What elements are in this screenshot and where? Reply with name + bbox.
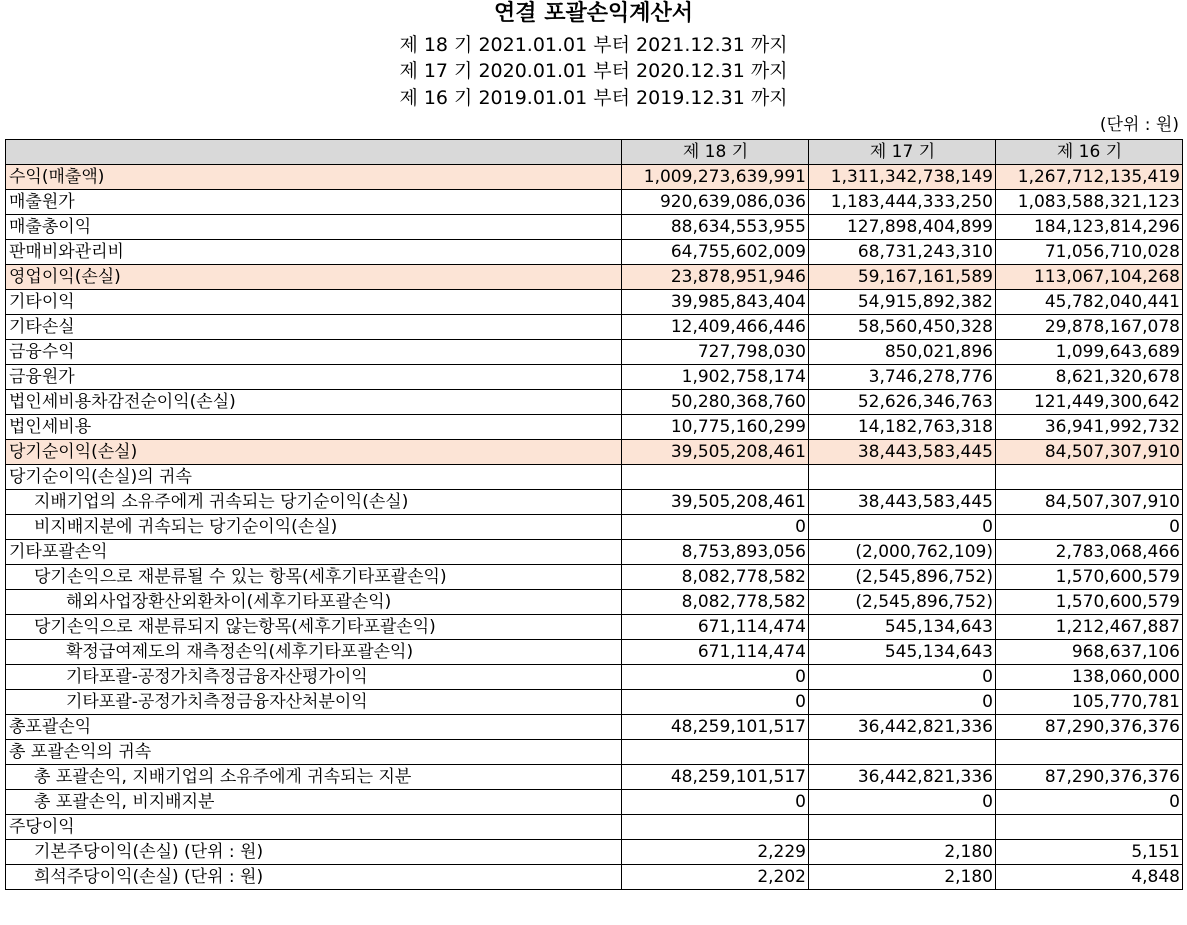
amount-cell: 87,290,376,376 bbox=[996, 715, 1183, 740]
amount-cell: 1,311,342,738,149 bbox=[809, 165, 996, 190]
header-period-17: 제 17 기 bbox=[809, 140, 996, 165]
amount-cell: 71,056,710,028 bbox=[996, 240, 1183, 265]
amount-cell: 0 bbox=[622, 515, 809, 540]
account-label: 당기순이익(손실) bbox=[6, 440, 622, 465]
amount-cell: 2,783,068,466 bbox=[996, 540, 1183, 565]
account-label: 법인세비용차감전순이익(손실) bbox=[6, 390, 622, 415]
amount-cell: 29,878,167,078 bbox=[996, 315, 1183, 340]
statement-title: 연결 포괄손익계산서 bbox=[494, 1, 693, 26]
amount-cell: 52,626,346,763 bbox=[809, 390, 996, 415]
amount-cell: 1,009,273,639,991 bbox=[622, 165, 809, 190]
account-label: 총 포괄손익의 귀속 bbox=[6, 740, 622, 765]
table-row bbox=[6, 840, 1183, 865]
account-label: 금융원가 bbox=[6, 365, 622, 390]
table-row bbox=[6, 565, 1183, 590]
amount-cell: 36,941,992,732 bbox=[996, 415, 1183, 440]
amount-cell: 1,099,643,689 bbox=[996, 340, 1183, 365]
amount-cell: 1,212,467,887 bbox=[996, 615, 1183, 640]
amount-cell: 45,782,040,441 bbox=[996, 290, 1183, 315]
amount-cell: 38,443,583,445 bbox=[809, 440, 996, 465]
account-label: 당기손익으로 재분류되지 않는항목(세후기타포괄손익) bbox=[6, 615, 622, 640]
amount-cell: 39,505,208,461 bbox=[622, 440, 809, 465]
period-line-16: 제 16 기 2019.01.01 부터 2019.12.31 까지 bbox=[399, 87, 788, 109]
amount-cell: 138,060,000 bbox=[996, 665, 1183, 690]
amount-cell: 36,442,821,336 bbox=[809, 765, 996, 790]
amount-cell: 184,123,814,296 bbox=[996, 215, 1183, 240]
table-row bbox=[6, 665, 1183, 690]
amount-cell: 68,731,243,310 bbox=[809, 240, 996, 265]
amount-cell: 1,267,712,135,419 bbox=[996, 165, 1183, 190]
amount-cell: 54,915,892,382 bbox=[809, 290, 996, 315]
amount-cell: (2,545,896,752) bbox=[809, 565, 996, 590]
amount-cell: 36,442,821,336 bbox=[809, 715, 996, 740]
amount-cell: 0 bbox=[622, 690, 809, 715]
amount-cell: 87,290,376,376 bbox=[996, 765, 1183, 790]
table-row bbox=[6, 265, 1183, 290]
amount-cell: 1,570,600,579 bbox=[996, 565, 1183, 590]
unit-label: (단위 : 원) bbox=[1099, 115, 1179, 135]
amount-cell: 2,202 bbox=[622, 865, 809, 890]
amount-cell: 5,151 bbox=[996, 840, 1183, 865]
table-row bbox=[6, 515, 1183, 540]
account-label: 희석주당이익(손실) (단위 : 원) bbox=[6, 865, 622, 890]
amount-cell: 10,775,160,299 bbox=[622, 415, 809, 440]
account-label: 기타포괄손익 bbox=[6, 540, 622, 565]
period-line-18: 제 18 기 2021.01.01 부터 2021.12.31 까지 bbox=[399, 34, 788, 56]
amount-cell: (2,000,762,109) bbox=[809, 540, 996, 565]
table-row bbox=[6, 440, 1183, 465]
amount-cell: 1,570,600,579 bbox=[996, 590, 1183, 615]
table-row bbox=[6, 215, 1183, 240]
amount-cell: 545,134,643 bbox=[809, 615, 996, 640]
table-row bbox=[6, 365, 1183, 390]
amount-cell: 48,259,101,517 bbox=[622, 715, 809, 740]
amount-cell: 0 bbox=[809, 665, 996, 690]
amount-cell: 1,183,444,333,250 bbox=[809, 190, 996, 215]
account-label: 수익(매출액) bbox=[6, 165, 622, 190]
amount-cell: 39,985,843,404 bbox=[622, 290, 809, 315]
amount-cell: 0 bbox=[809, 515, 996, 540]
amount-cell: 0 bbox=[809, 790, 996, 815]
amount-cell: 3,746,278,776 bbox=[809, 365, 996, 390]
table-row bbox=[6, 715, 1183, 740]
account-label: 법인세비용 bbox=[6, 415, 622, 440]
table-row bbox=[6, 290, 1183, 315]
amount-cell: 0 bbox=[809, 690, 996, 715]
income-statement-table bbox=[5, 139, 1183, 890]
amount-cell bbox=[996, 465, 1183, 490]
amount-cell: 1,083,588,321,123 bbox=[996, 190, 1183, 215]
amount-cell: 545,134,643 bbox=[809, 640, 996, 665]
amount-cell: 88,634,553,955 bbox=[622, 215, 809, 240]
table-row bbox=[6, 315, 1183, 340]
amount-cell bbox=[622, 465, 809, 490]
amount-cell: 23,878,951,946 bbox=[622, 265, 809, 290]
amount-cell bbox=[996, 815, 1183, 840]
table-header-row bbox=[6, 140, 1183, 165]
account-label: 영업이익(손실) bbox=[6, 265, 622, 290]
amount-cell: 84,507,307,910 bbox=[996, 440, 1183, 465]
account-label: 금융수익 bbox=[6, 340, 622, 365]
amount-cell: 39,505,208,461 bbox=[622, 490, 809, 515]
account-label: 확정급여제도의 재측정손익(세후기타포괄손익) bbox=[6, 640, 622, 665]
table-row bbox=[6, 340, 1183, 365]
amount-cell: 8,621,320,678 bbox=[996, 365, 1183, 390]
amount-cell bbox=[809, 740, 996, 765]
account-label: 판매비와관리비 bbox=[6, 240, 622, 265]
account-label: 기본주당이익(손실) (단위 : 원) bbox=[6, 840, 622, 865]
table-row bbox=[6, 590, 1183, 615]
amount-cell: 121,449,300,642 bbox=[996, 390, 1183, 415]
amount-cell bbox=[809, 815, 996, 840]
amount-cell: 8,082,778,582 bbox=[622, 590, 809, 615]
amount-cell: 671,114,474 bbox=[622, 640, 809, 665]
amount-cell: 58,560,450,328 bbox=[809, 315, 996, 340]
table-body bbox=[6, 165, 1183, 890]
amount-cell: 920,639,086,036 bbox=[622, 190, 809, 215]
amount-cell: 84,507,307,910 bbox=[996, 490, 1183, 515]
amount-cell: 1,902,758,174 bbox=[622, 365, 809, 390]
amount-cell: 671,114,474 bbox=[622, 615, 809, 640]
amount-cell: 8,082,778,582 bbox=[622, 565, 809, 590]
amount-cell: 0 bbox=[622, 665, 809, 690]
amount-cell: 127,898,404,899 bbox=[809, 215, 996, 240]
amount-cell: (2,545,896,752) bbox=[809, 590, 996, 615]
amount-cell: 0 bbox=[996, 515, 1183, 540]
account-label: 매출원가 bbox=[6, 190, 622, 215]
amount-cell: 4,848 bbox=[996, 865, 1183, 890]
amount-cell bbox=[996, 740, 1183, 765]
table-row bbox=[6, 240, 1183, 265]
account-label: 총 포괄손익, 비지배지분 bbox=[6, 790, 622, 815]
account-label: 매출총이익 bbox=[6, 215, 622, 240]
account-label: 당기손익으로 재분류될 수 있는 항목(세후기타포괄손익) bbox=[6, 565, 622, 590]
table-row bbox=[6, 540, 1183, 565]
period-line-17: 제 17 기 2020.01.01 부터 2020.12.31 까지 bbox=[399, 60, 788, 82]
account-label: 당기순이익(손실)의 귀속 bbox=[6, 465, 622, 490]
header-account bbox=[6, 140, 622, 165]
amount-cell: 2,180 bbox=[809, 865, 996, 890]
amount-cell: 0 bbox=[622, 790, 809, 815]
amount-cell bbox=[622, 740, 809, 765]
amount-cell: 59,167,161,589 bbox=[809, 265, 996, 290]
account-label: 기타포괄-공정가치측정금융자산평가이익 bbox=[6, 665, 622, 690]
amount-cell: 2,180 bbox=[809, 840, 996, 865]
table-row bbox=[6, 165, 1183, 190]
amount-cell: 8,753,893,056 bbox=[622, 540, 809, 565]
amount-cell: 50,280,368,760 bbox=[622, 390, 809, 415]
table-row bbox=[6, 865, 1183, 890]
amount-cell: 113,067,104,268 bbox=[996, 265, 1183, 290]
table-row bbox=[6, 690, 1183, 715]
amount-cell: 727,798,030 bbox=[622, 340, 809, 365]
table-row bbox=[6, 490, 1183, 515]
table-row bbox=[6, 190, 1183, 215]
amount-cell bbox=[622, 815, 809, 840]
account-label: 총포괄손익 bbox=[6, 715, 622, 740]
table-row bbox=[6, 415, 1183, 440]
amount-cell: 105,770,781 bbox=[996, 690, 1183, 715]
amount-cell: 14,182,763,318 bbox=[809, 415, 996, 440]
amount-cell: 38,443,583,445 bbox=[809, 490, 996, 515]
amount-cell: 2,229 bbox=[622, 840, 809, 865]
header-period-16: 제 16 기 bbox=[996, 140, 1183, 165]
account-label: 기타이익 bbox=[6, 290, 622, 315]
amount-cell: 12,409,466,446 bbox=[622, 315, 809, 340]
amount-cell: 968,637,106 bbox=[996, 640, 1183, 665]
table-row bbox=[6, 640, 1183, 665]
account-label: 주당이익 bbox=[6, 815, 622, 840]
amount-cell: 0 bbox=[996, 790, 1183, 815]
account-label: 기타손실 bbox=[6, 315, 622, 340]
amount-cell bbox=[809, 465, 996, 490]
header-period-18: 제 18 기 bbox=[622, 140, 809, 165]
table-row bbox=[6, 390, 1183, 415]
table-row bbox=[6, 615, 1183, 640]
amount-cell: 48,259,101,517 bbox=[622, 765, 809, 790]
amount-cell: 850,021,896 bbox=[809, 340, 996, 365]
account-label: 기타포괄-공정가치측정금융자산처분이익 bbox=[6, 690, 622, 715]
account-label: 해외사업장환산외환차이(세후기타포괄손익) bbox=[6, 590, 622, 615]
account-label: 지배기업의 소유주에게 귀속되는 당기순이익(손실) bbox=[6, 490, 622, 515]
table-row bbox=[6, 765, 1183, 790]
account-label: 총 포괄손익, 지배기업의 소유주에게 귀속되는 지분 bbox=[6, 765, 622, 790]
account-label: 비지배지분에 귀속되는 당기순이익(손실) bbox=[6, 515, 622, 540]
table-row bbox=[6, 740, 1183, 765]
table-row bbox=[6, 465, 1183, 490]
table-row bbox=[6, 790, 1183, 815]
table-row bbox=[6, 815, 1183, 840]
amount-cell: 64,755,602,009 bbox=[622, 240, 809, 265]
